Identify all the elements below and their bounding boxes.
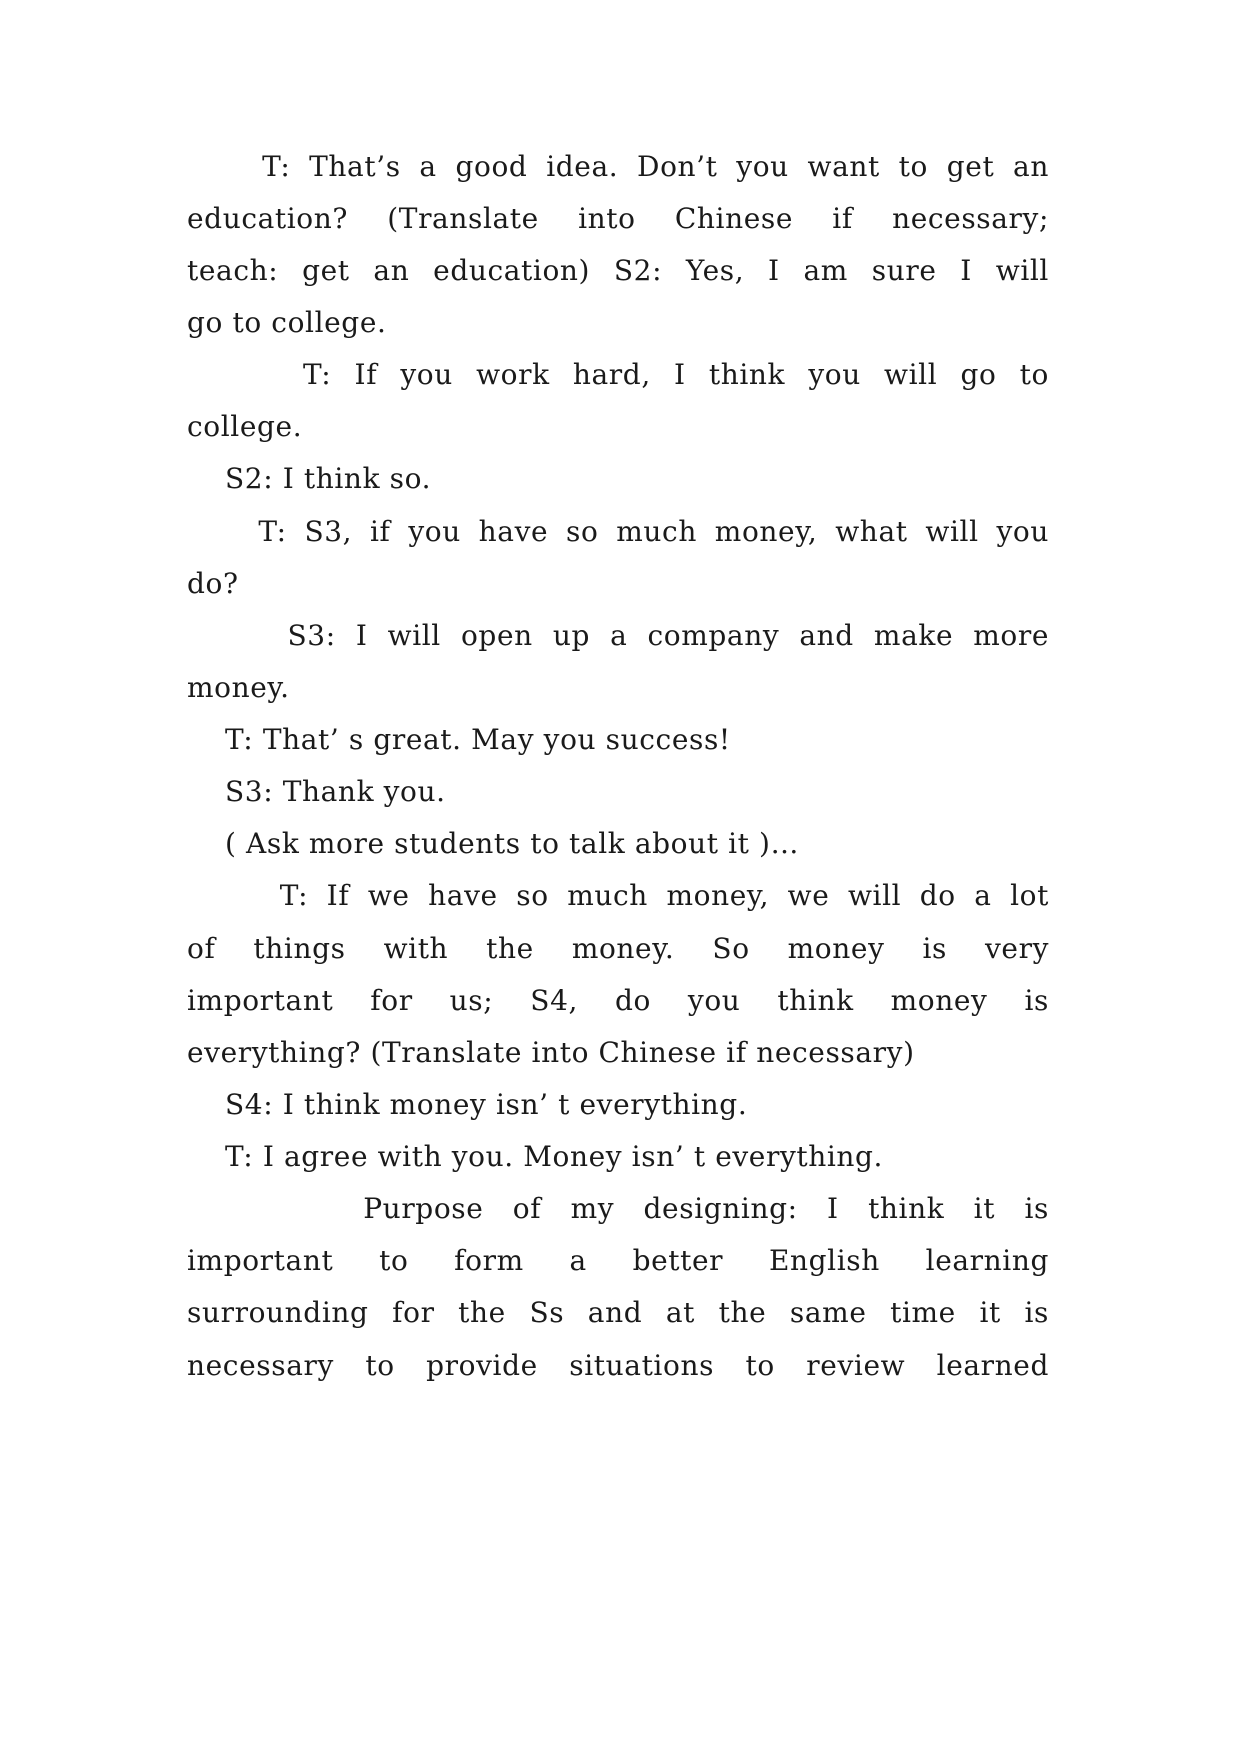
text-line: education? (Translate into Chinese if necessary; xyxy=(187,202,1049,235)
text-line: T: S3, if you have so much money, what will you xyxy=(187,515,1049,548)
text-line: T: If you work hard, I think you will go to xyxy=(187,358,1049,391)
text-line: go to college. xyxy=(187,306,387,339)
text-line: do? xyxy=(187,567,239,600)
text-line: college. xyxy=(187,410,303,443)
text-line: surrounding for the Ss and at the same time it is xyxy=(187,1296,1049,1329)
text-line: important to form a better English learning xyxy=(187,1244,1049,1277)
text-line: T: That’s a good idea. Don’t you want to get an xyxy=(187,150,1049,183)
text-line: T: If we have so much money, we will do a lot xyxy=(187,879,1049,912)
text-line: important for us; S4, do you think money is xyxy=(187,984,1049,1017)
text-line: of things with the money. So money is very xyxy=(187,932,1049,965)
text-line: everything? (Translate into Chinese if necessary) xyxy=(187,1036,915,1069)
text-line: Purpose of my designing: I think it is xyxy=(187,1192,1049,1225)
text-line: S3: Thank you. xyxy=(187,775,446,808)
text-line: T: I agree with you. Money isn’ t everything. xyxy=(187,1140,884,1173)
text-line: S3: I will open up a company and make more xyxy=(187,619,1049,652)
text-line: money. xyxy=(187,671,290,704)
text-line: teach: get an education) S2: Yes, I am sure I will xyxy=(187,254,1049,287)
text-line: S2: I think so. xyxy=(187,462,432,495)
text-line: T: That’ s great. May you success! xyxy=(187,723,731,756)
text-line: S4: I think money isn’ t everything. xyxy=(187,1088,748,1121)
text-line: ( Ask more students to talk about it )… xyxy=(187,827,800,860)
text-line: necessary to provide situations to review learned xyxy=(187,1349,1049,1382)
